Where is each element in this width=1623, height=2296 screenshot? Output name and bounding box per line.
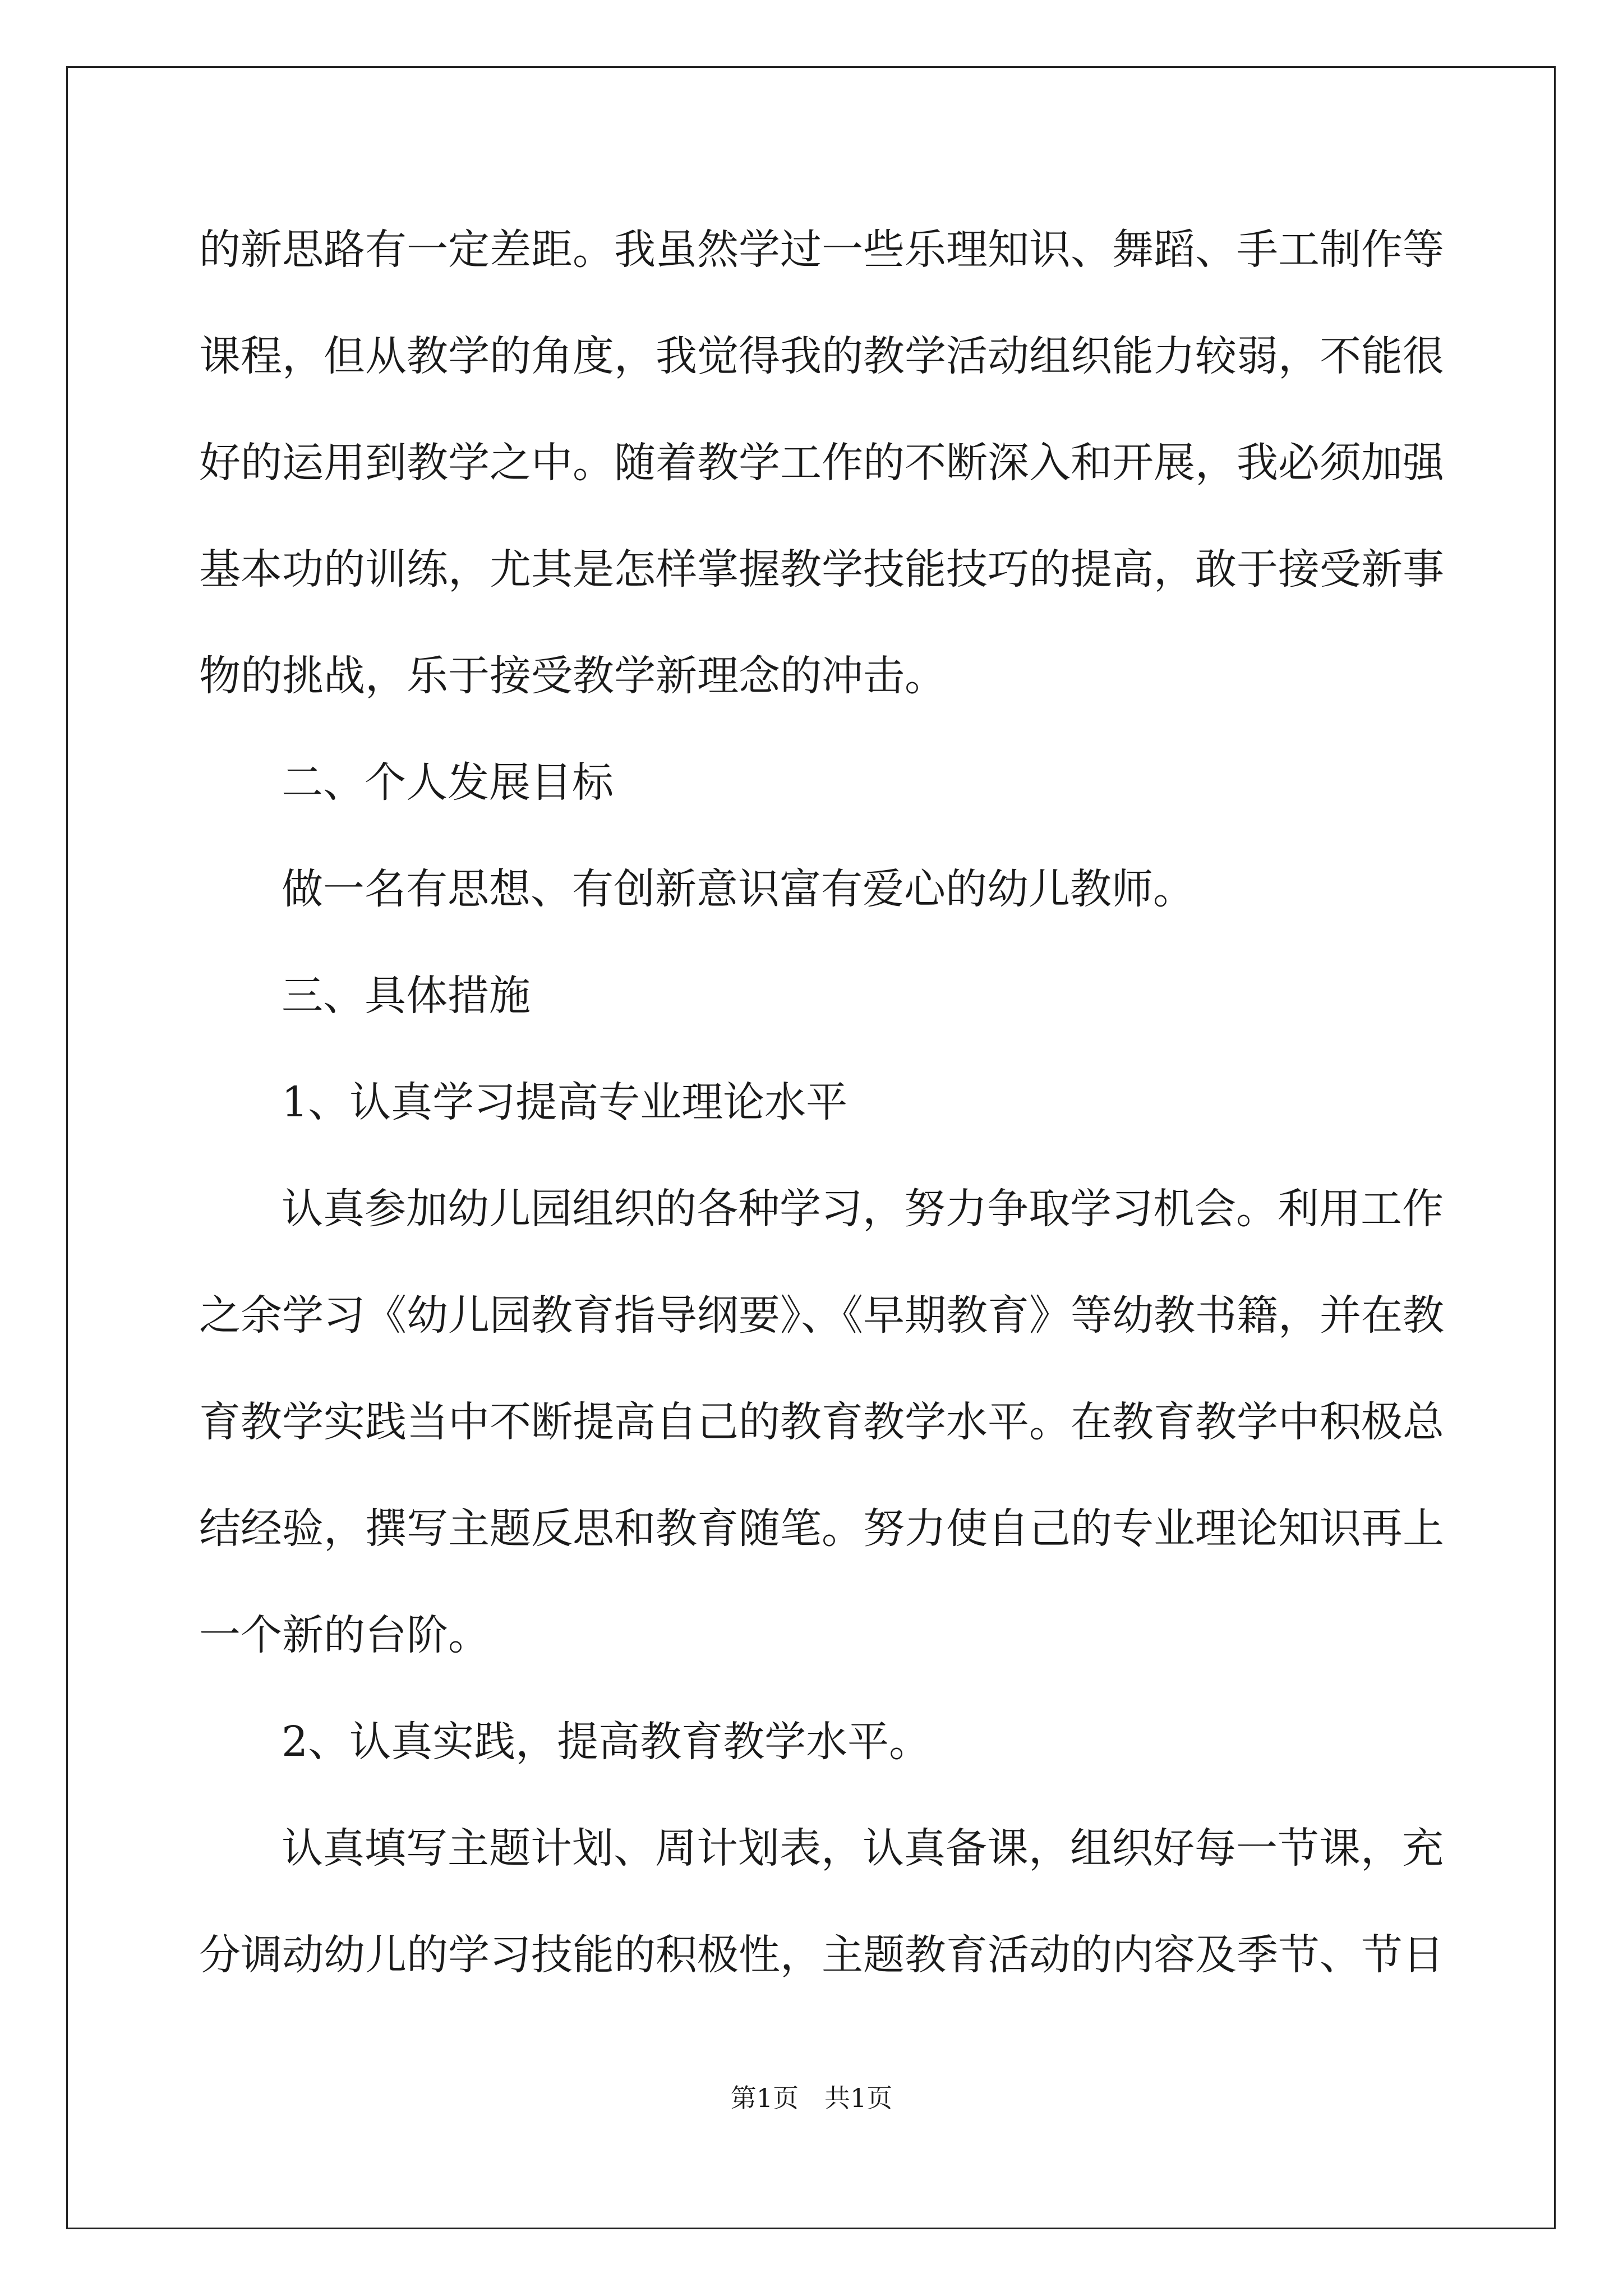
page-footer: 第1页 共1页	[730, 2083, 893, 2113]
body-line: 认真填写主题计划、周计划表，认真备课，组织好每一节课，充	[282, 1824, 1444, 1872]
body-line: 育教学实践当中不断提高自己的教育教学水平。在教育教学中积极总	[199, 1398, 1444, 1446]
section-heading: 二、个人发展目标	[282, 758, 614, 807]
body-line: 的新思路有一定差距。我虽然学过一些乐理知识、舞蹈、手工制作等	[199, 226, 1444, 274]
body-line: 分调动幼儿的学习技能的积极性，主题教育活动的内容及季节、节日	[199, 1931, 1444, 1979]
body-line: 结经验，撰写主题反思和教育随笔。努力使自己的专业理论知识再上	[199, 1504, 1444, 1553]
body-line: 基本功的训练，尤其是怎样掌握教学技能技巧的提高，敢于接受新事	[199, 545, 1444, 593]
subsection-heading: 2、认真实践，提高教育教学水平。	[282, 1718, 931, 1766]
body-line: 物的挑战，乐于接受教学新理念的冲击。	[199, 652, 946, 700]
body-line: 好的运用到教学之中。随着教学工作的不断深入和开展，我必须加强	[199, 439, 1444, 487]
section-heading: 三、具体措施	[282, 972, 531, 1020]
body-line: 课程，但从教学的角度，我觉得我的教学活动组织能力较弱，不能很	[199, 332, 1444, 380]
body-line: 之余学习《幼儿园教育指导纲要》、《早期教育》等幼教书籍，并在教	[199, 1291, 1444, 1340]
page-border	[66, 66, 1556, 2229]
subsection-heading: 1、认真学习提高专业理论水平	[282, 1078, 848, 1126]
body-line: 一个新的台阶。	[199, 1611, 490, 1659]
body-line: 做一名有思想、有创新意识富有爱心的幼儿教师。	[282, 865, 1195, 913]
body-line: 认真参加幼儿园组织的各种学习，努力争取学习机会。利用工作	[282, 1185, 1444, 1233]
